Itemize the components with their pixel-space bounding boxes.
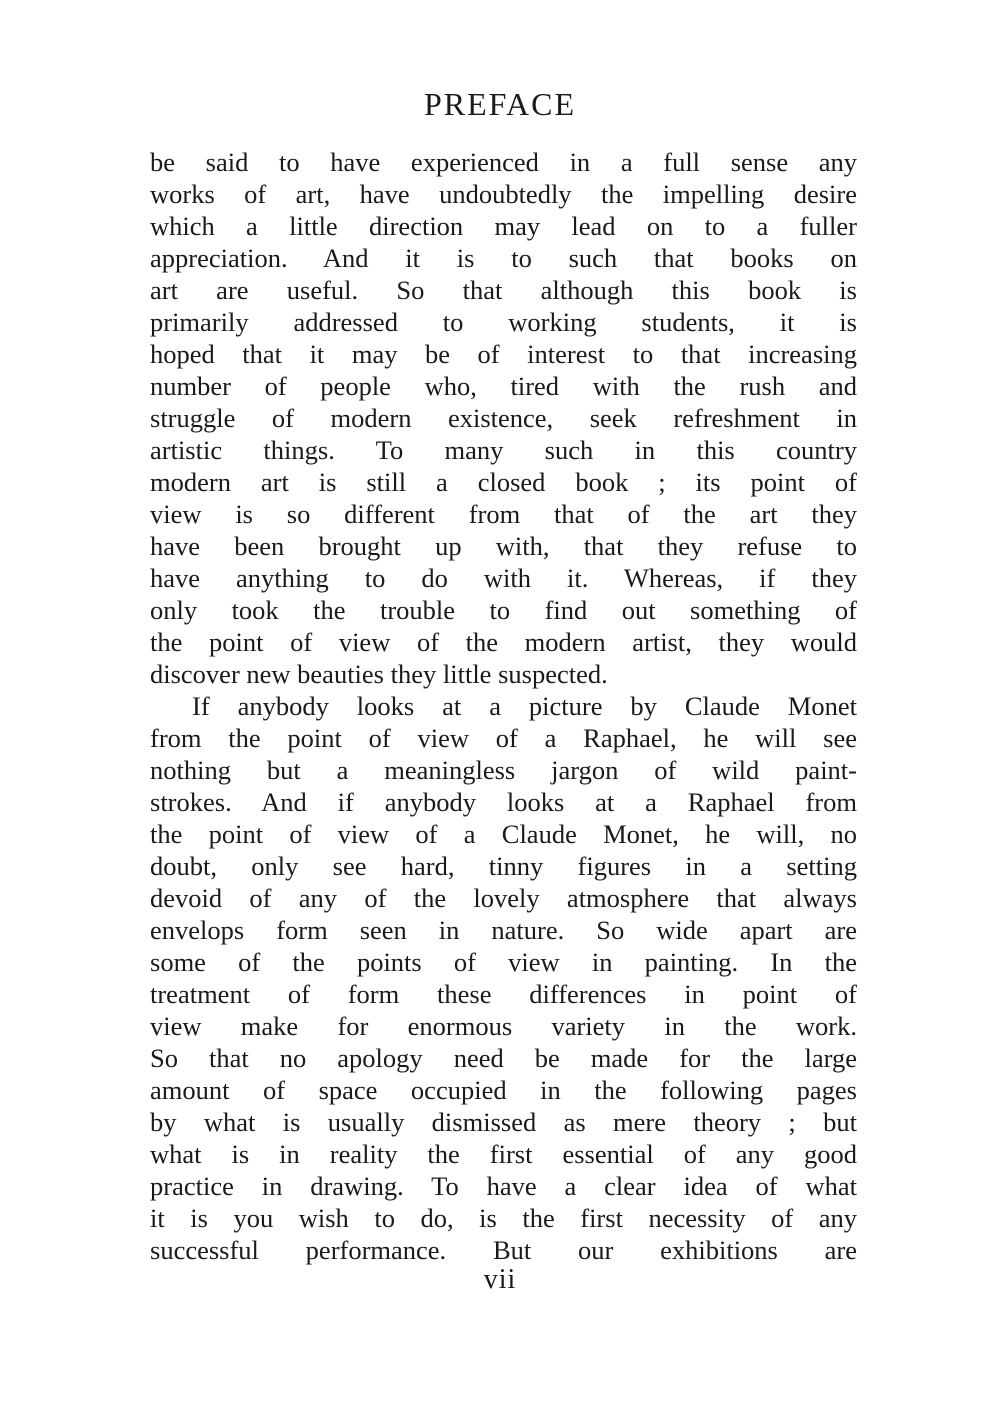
text-line: the point of view of the modern artist, they would [150, 627, 857, 657]
text-line: from the point of view of a Raphael, he will see [150, 723, 857, 753]
text-line: what is in reality the first essential of any good [150, 1139, 857, 1169]
text-line: view is so different from that of the art they [150, 499, 857, 529]
text-line: envelops form seen in nature. So wide apart are [150, 915, 857, 945]
text-line: be said to have experienced in a full sense any [150, 147, 857, 177]
text-line: devoid of any of the lovely atmosphere that always [150, 883, 857, 913]
text-line: struggle of modern existence, seek refreshment in [150, 403, 857, 433]
text-line: works of art, have undoubtedly the impelling desire [150, 179, 857, 209]
text-line: only took the trouble to find out something of [150, 595, 857, 625]
text-line: primarily addressed to working students, it is [150, 307, 857, 337]
page-number: vii [483, 1264, 517, 1295]
running-head: PREFACE [423, 86, 577, 122]
text-line: the point of view of a Claude Monet, he will, no [150, 819, 857, 849]
text-line: successful performance. But our exhibitions are [150, 1235, 857, 1265]
text-line: treatment of form these differences in point of [150, 979, 857, 1009]
text-line: artistic things. To many such in this country [150, 435, 857, 465]
text-line: it is you wish to do, is the first necessity of any [150, 1203, 857, 1233]
body-text [150, 146, 857, 1266]
text-line: discover new beauties they little suspected. [150, 659, 608, 689]
text-line: number of people who, tired with the rush and [150, 371, 857, 401]
text-line: art are useful. So that although this book is [150, 275, 857, 305]
text-line: So that no apology need be made for the large [150, 1043, 857, 1073]
text-line: appreciation. And it is to such that books on [150, 243, 857, 273]
text-line: have anything to do with it. Whereas, if they [150, 563, 857, 593]
text-line: If anybody looks at a picture by Claude Monet [192, 691, 857, 721]
text-line: hoped that it may be of interest to that increasing [150, 339, 857, 369]
text-line: strokes. And if anybody looks at a Raphael from [150, 787, 857, 817]
text-line: nothing but a meaningless jargon of wild paint- [150, 755, 857, 785]
text-line: practice in drawing. To have a clear idea of what [150, 1171, 857, 1201]
text-line: amount of space occupied in the following pages [150, 1075, 857, 1105]
text-line: doubt, only see hard, tinny figures in a setting [150, 851, 857, 881]
text-line: have been brought up with, that they refuse to [150, 531, 857, 561]
text-line: view make for enormous variety in the work. [150, 1011, 857, 1041]
text-line: modern art is still a closed book ; its point of [150, 467, 857, 497]
text-line: by what is usually dismissed as mere theory ; but [150, 1107, 857, 1137]
text-line: some of the points of view in painting. In the [150, 947, 857, 977]
text-line: which a little direction may lead on to a fuller [150, 211, 857, 241]
